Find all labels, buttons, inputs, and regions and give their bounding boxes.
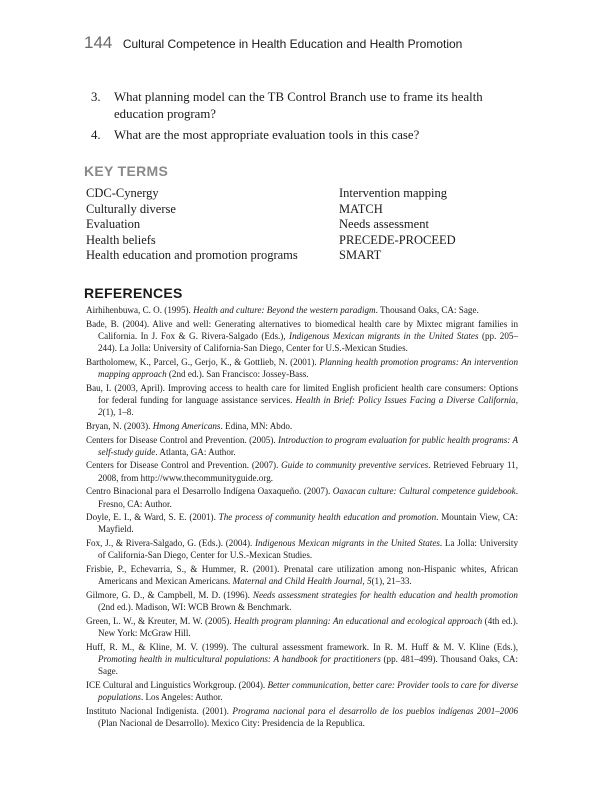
key-term: Health beliefs <box>86 232 156 247</box>
references-heading: REFERENCES <box>84 285 183 301</box>
reference-entry <box>86 382 518 419</box>
reference-publication: . Edina, MN: Abdo. <box>220 420 293 431</box>
reference-publication: . Fresno, CA: Author. <box>98 486 518 509</box>
reference-authors: Frisbie, P., Echevarria, S., & Hummer, R. (2001). Prenatal care utilization among non-Hispanic whites, African Americans and Mexican Americans. <box>86 564 518 587</box>
reference-entry <box>86 615 518 639</box>
reference-title: Better communication, better care: Provider tools to care for diverse populations <box>98 679 518 703</box>
reference-entry <box>86 318 518 355</box>
discussion-questions <box>91 89 523 148</box>
reference-title: Indigenous Mexican migrants in the United States <box>289 330 479 341</box>
key-terms-heading: KEY TERMS <box>84 163 169 179</box>
reference-title: Promoting health in multicultural populations: A handbook for practitioners <box>98 653 381 664</box>
reference-publication: . Retrieved February 11, 2008, from http://www.thecommunityguide.org. <box>98 460 518 483</box>
reference-entry <box>86 679 518 703</box>
reference-authors: Bryan, N. (2003). <box>86 420 153 431</box>
key-terms-right-column <box>339 186 539 264</box>
reference-title: Health and culture: Beyond the western paradigm <box>193 305 376 315</box>
question-item <box>91 89 523 123</box>
key-term: Intervention mapping <box>339 186 447 200</box>
question-text: What planning model can the TB Control Branch use to frame its health education program? <box>114 90 483 121</box>
running-head <box>84 33 462 53</box>
reference-publication: . La Jolla: University of California-San Diego, Center for U.S.-Mexican Studies. <box>98 538 518 561</box>
reference-publication: (pp. 205–244). La Jolla: University of California-San Diego, Center for U.S.-Mexican Studies. <box>98 330 518 354</box>
question-number: 4. <box>91 128 101 142</box>
reference-title: Health program planning: An educational and ecological approach <box>234 615 483 626</box>
reference-entry <box>86 304 518 316</box>
reference-authors: Centers for Disease Control and Prevention. (2005). <box>86 434 278 445</box>
reference-entry <box>86 434 518 458</box>
reference-entry <box>86 589 518 613</box>
reference-publication: . Los Angeles: Author. <box>140 692 223 703</box>
key-term: Needs assessment <box>339 217 429 232</box>
reference-publication: (2nd ed.). Madison, WI: WCB Brown & Benchmark. <box>98 602 292 613</box>
reference-list <box>86 304 518 731</box>
reference-authors: Huff, R. M., & Kline, M. V. (1999). The cultural assessment framework. In R. M. Huff & M. V. Kline (Eds.), <box>86 641 518 652</box>
question-number: 3. <box>91 90 101 104</box>
reference-authors: Airhihenbuwa, C. O. (1995). <box>86 305 194 315</box>
reference-title: Planning health promotion programs: An intervention mapping approach <box>98 356 519 380</box>
reference-authors: Bau, I. (2003, April). Improving access to health care for limited English proficient health care consumers: Options for federal funding for language assistance services. <box>86 382 518 405</box>
reference-publication: (pp. 481–499). Thousand Oaks, CA: Sage. <box>98 653 518 677</box>
reference-entry <box>86 641 518 678</box>
reference-authors: Green, L. W., & Kreuter, M. W. (2005). <box>86 615 235 626</box>
question-text: What are the most appropriate evaluation tools in this case? <box>114 128 420 142</box>
reference-entry <box>86 537 518 561</box>
key-term: PRECEDE-PROCEED <box>339 232 456 247</box>
reference-authors: Centers for Disease Control and Prevention. (2007). <box>86 460 282 471</box>
reference-entry <box>86 705 518 729</box>
reference-entry <box>86 511 518 535</box>
key-term: Evaluation <box>86 217 141 232</box>
reference-authors: Centro Binacional para el Desarrollo Indígena Oaxaqueño. (2007). <box>86 486 333 497</box>
reference-entry <box>86 563 518 587</box>
reference-publication: . Thousand Oaks, CA: Sage. <box>375 305 479 315</box>
reference-publication: (Plan Nacional de Desarrollo). Mexico City: Presidencia de la Republica. <box>98 718 365 728</box>
reference-title: Introduction to program evaluation for public health programs: A self-study guide <box>98 434 519 457</box>
reference-title: Oaxacan culture: Cultural competence guidebook <box>332 486 516 497</box>
reference-publication: (4th ed.). New York: McGraw Hill. <box>98 615 518 639</box>
reference-publication: . Atlanta, GA: Author. <box>155 446 236 457</box>
page-number: 144 <box>84 33 113 52</box>
reference-title: Health in Brief: Policy Issues Facing a Diverse California, 2 <box>98 394 518 418</box>
reference-title: Hmong Americans <box>152 420 221 431</box>
reference-authors: Bartholomew, K., Parcel, G., Gerjo, K., & Gottlieb, N. (2001). <box>86 356 320 367</box>
reference-entry <box>86 485 518 509</box>
key-terms-left-column <box>86 186 326 264</box>
reference-title: Needs assessment strategies for health education and health promotion <box>252 589 518 600</box>
reference-entry <box>86 356 518 380</box>
reference-authors: Bade, B. (2004). Alive and well: Generating alternatives to biomedical health care by Mixtec migrant families in California. In J. Fox & G. Rivera-Salgado (Eds.), <box>86 318 518 341</box>
reference-authors: Gilmore, G. D., & Campbell, M. D. (1996). <box>86 589 253 600</box>
reference-authors: Doyle, E. I., & Ward, S. E. (2001). <box>86 512 219 523</box>
key-term: Health education and promotion programs <box>86 248 298 263</box>
question-item <box>91 127 523 144</box>
reference-authors: Fox, J., & Rivera-Salgado, G. (Eds.). (2004). <box>86 538 255 549</box>
reference-title: Guide to community preventive services <box>281 460 429 471</box>
reference-title: Programa nacional para el desarrollo de los pueblos indígenas 2001–2006 <box>232 705 518 716</box>
reference-publication: (1), 21–33. <box>371 576 412 587</box>
reference-entry <box>86 420 518 432</box>
reference-publication: (1), 1–8. <box>102 407 134 418</box>
reference-authors: ICE Cultural and Linguistics Workgroup. (2004). <box>86 679 268 690</box>
reference-title: Indigenous Mexican migrants in the United States <box>254 538 440 549</box>
key-term: SMART <box>339 248 382 263</box>
reference-entry <box>86 459 518 483</box>
reference-authors: Instituto Nacional Indigenista. (2001). <box>86 705 233 716</box>
key-term: CDC-Cynergy <box>86 186 159 200</box>
key-term: MATCH <box>339 201 383 216</box>
reference-title: Maternal and Child Health Journal, 5 <box>232 576 372 587</box>
reference-publication: (2nd ed.). San Francisco: Jossey-Bass. <box>166 369 309 380</box>
running-title: Cultural Competence in Health Education and Health Promotion <box>122 37 463 51</box>
key-term: Culturally diverse <box>86 201 176 216</box>
reference-publication: . Mountain View, CA: Mayfield. <box>98 512 518 535</box>
reference-title: The process of community health education and promotion <box>218 512 437 523</box>
